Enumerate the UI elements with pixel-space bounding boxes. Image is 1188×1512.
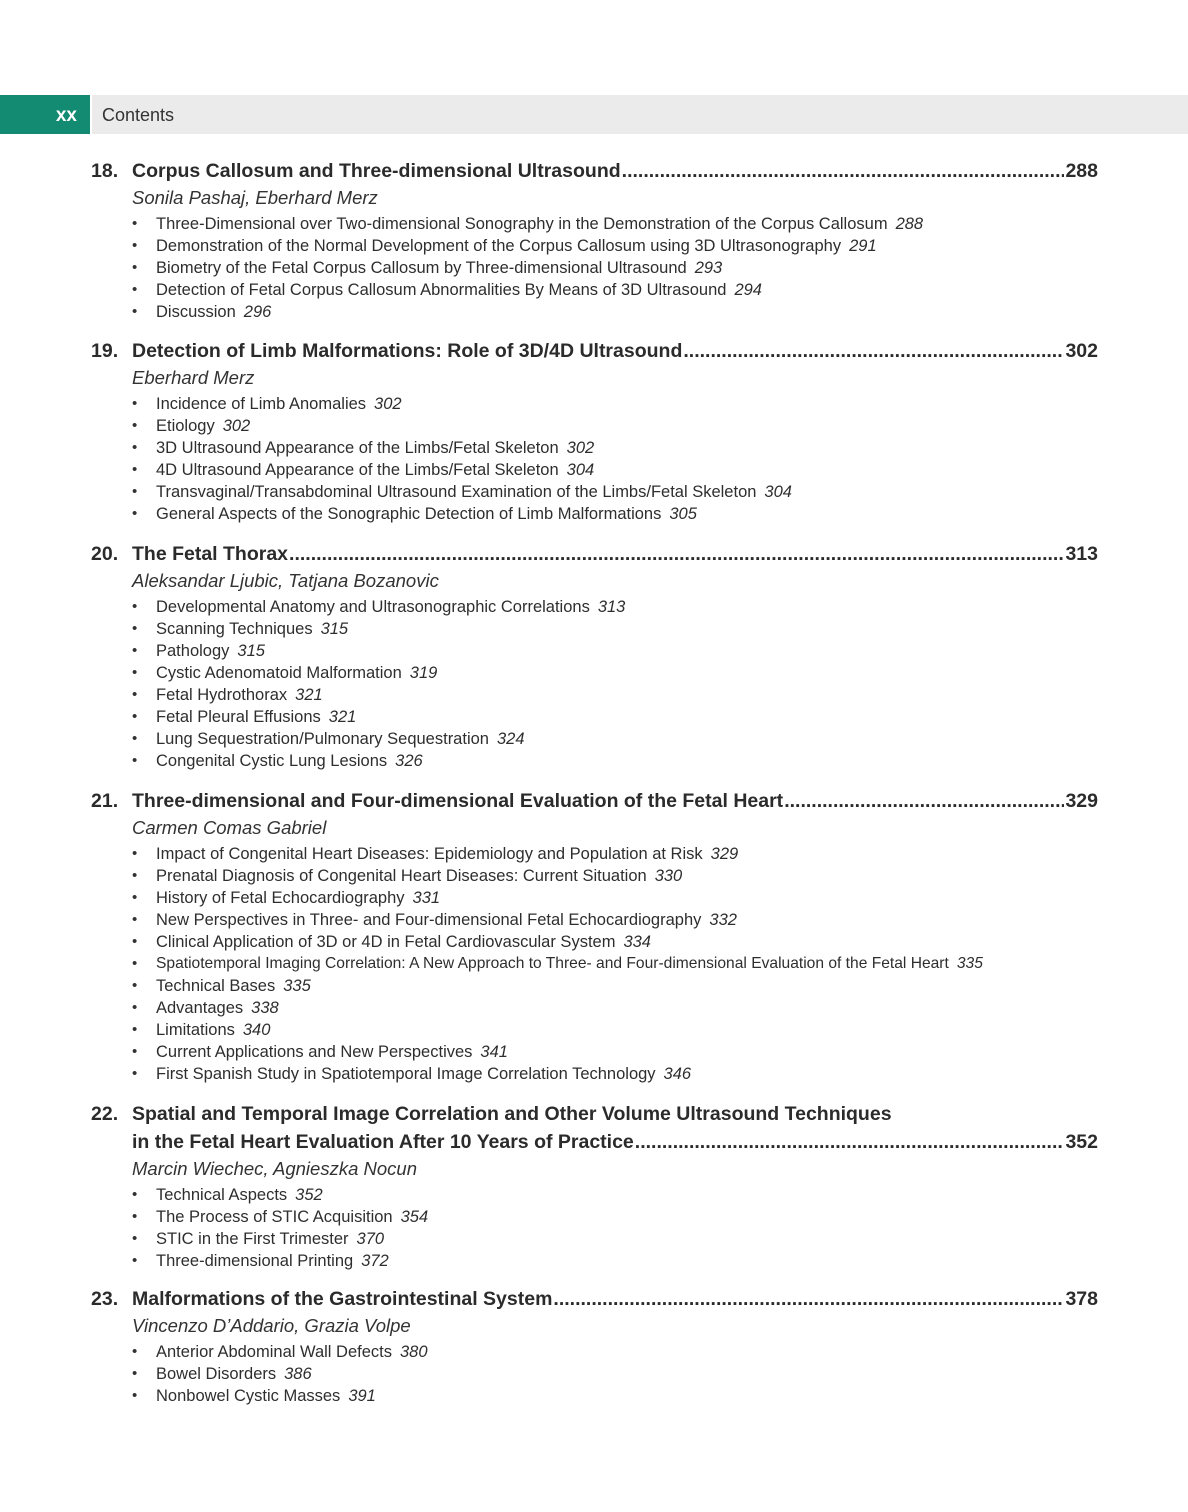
chapter-heading-line1[interactable] bbox=[0, 1100, 1188, 1128]
section-page: 332 bbox=[709, 911, 737, 929]
chapter-page: 378 bbox=[1065, 1288, 1098, 1310]
header-band bbox=[92, 95, 1188, 134]
section-page: 340 bbox=[242, 1021, 271, 1039]
section-title: Discussion bbox=[156, 303, 236, 321]
section-title: Bowel Disorders bbox=[156, 1365, 277, 1383]
chapter-21 bbox=[0, 787, 1188, 1085]
section-item[interactable] bbox=[132, 618, 1188, 640]
section-item[interactable] bbox=[132, 1385, 1188, 1407]
section-page: 296 bbox=[243, 303, 272, 321]
section-page: 313 bbox=[597, 598, 626, 616]
chapter-page: 313 bbox=[1065, 543, 1098, 565]
section-item[interactable] bbox=[132, 1184, 1188, 1206]
section-title: Spatiotemporal Imaging Correlation: A New Approach to Three- and Four-dimensional Evaluation of the Fetal Heart bbox=[156, 955, 949, 972]
section-title: Limitations bbox=[156, 1021, 235, 1039]
section-title: Fetal Pleural Effusions bbox=[156, 708, 321, 726]
section-page: 305 bbox=[669, 505, 697, 523]
chapter-heading[interactable] bbox=[0, 337, 1188, 365]
chapter-number: 20. bbox=[91, 543, 119, 565]
section-page: 335 bbox=[956, 955, 983, 972]
section-page: 319 bbox=[409, 664, 438, 682]
section-item[interactable] bbox=[132, 750, 1188, 772]
chapter-heading[interactable] bbox=[0, 540, 1188, 568]
section-title: Lung Sequestration/Pulmonary Sequestration bbox=[156, 730, 489, 748]
section-page: 293 bbox=[694, 259, 723, 277]
section-title: STIC in the First Trimester bbox=[156, 1230, 349, 1248]
section-title: History of Fetal Echocardiography bbox=[156, 889, 405, 907]
section-list bbox=[132, 596, 1188, 772]
chapter-authors: Aleksandar Ljubic, Tatjana Bozanovic bbox=[132, 570, 439, 591]
dot-leader bbox=[622, 157, 1065, 185]
section-item[interactable] bbox=[132, 596, 1188, 618]
section-title: Cystic Adenomatoid Malformation bbox=[156, 664, 402, 682]
section-list bbox=[132, 1184, 1188, 1272]
section-item[interactable] bbox=[132, 953, 1188, 975]
section-page: 380 bbox=[400, 1343, 428, 1361]
chapter-18 bbox=[0, 157, 1188, 323]
chapter-heading[interactable] bbox=[0, 157, 1188, 185]
section-page: 372 bbox=[361, 1252, 389, 1270]
chapter-title: in the Fetal Heart Evaluation After 10 Years of Practice bbox=[132, 1131, 634, 1153]
section-title: Technical Bases bbox=[156, 977, 276, 995]
section-title: Pathology bbox=[156, 642, 230, 660]
section-title: Impact of Congenital Heart Diseases: Epidemiology and Population at Risk bbox=[156, 845, 703, 863]
section-title: Demonstration of the Normal Development of the Corpus Callosum using 3D Ultrasonography bbox=[156, 237, 842, 255]
dot-leader bbox=[683, 337, 1064, 365]
running-title: Contents bbox=[102, 105, 175, 125]
section-title: Clinical Application of 3D or 4D in Fetal Cardiovascular System bbox=[156, 933, 616, 951]
page-number: xx bbox=[0, 95, 90, 134]
chapter-title: Detection of Limb Malformations: Role of 3D/4D Ultrasound bbox=[132, 340, 683, 362]
section-item[interactable] bbox=[132, 1206, 1188, 1228]
section-title: Detection of Fetal Corpus Callosum Abnormalities By Means of 3D Ultrasound bbox=[156, 281, 727, 299]
section-item[interactable] bbox=[132, 684, 1188, 706]
section-page: 288 bbox=[895, 215, 924, 233]
section-item[interactable] bbox=[132, 1063, 1188, 1085]
section-page: 329 bbox=[710, 845, 739, 863]
section-item[interactable] bbox=[132, 1250, 1188, 1272]
chapter-heading[interactable] bbox=[0, 1285, 1188, 1313]
chapter-page: 352 bbox=[1065, 1131, 1098, 1153]
section-page: 294 bbox=[734, 281, 762, 299]
section-page: 324 bbox=[496, 730, 525, 748]
section-item[interactable] bbox=[132, 1363, 1188, 1385]
section-page: 352 bbox=[295, 1186, 323, 1204]
dot-leader bbox=[635, 1128, 1065, 1156]
section-title: The Process of STIC Acquisition bbox=[156, 1208, 393, 1226]
section-page: 331 bbox=[412, 889, 441, 907]
section-list bbox=[132, 1341, 1188, 1407]
section-title: Prenatal Diagnosis of Congenital Heart Diseases: Current Situation bbox=[156, 867, 647, 885]
section-title: 3D Ultrasound Appearance of the Limbs/Fetal Skeleton bbox=[156, 439, 559, 457]
chapter-heading[interactable] bbox=[0, 787, 1188, 815]
section-item[interactable] bbox=[132, 887, 1188, 909]
section-item[interactable] bbox=[132, 1019, 1188, 1041]
section-title: Fetal Hydrothorax bbox=[156, 686, 288, 704]
section-title: Biometry of the Fetal Corpus Callosum by Three-dimensional Ultrasound bbox=[156, 259, 687, 277]
section-title: Anterior Abdominal Wall Defects bbox=[156, 1343, 392, 1361]
section-title: Advantages bbox=[156, 999, 244, 1017]
section-list bbox=[132, 213, 1188, 323]
chapter-title: Malformations of the Gastrointestinal System bbox=[132, 1288, 553, 1310]
chapter-authors: Marcin Wiechec, Agnieszka Nocun bbox=[132, 1158, 417, 1179]
section-page: 391 bbox=[348, 1387, 376, 1405]
section-page: 386 bbox=[284, 1365, 312, 1383]
section-title: Nonbowel Cystic Masses bbox=[156, 1387, 341, 1405]
chapter-20 bbox=[0, 540, 1188, 772]
section-item[interactable] bbox=[132, 909, 1188, 931]
chapter-22 bbox=[0, 1100, 1188, 1272]
section-page: 304 bbox=[764, 483, 792, 501]
section-title: Developmental Anatomy and Ultrasonographic Correlations bbox=[156, 598, 590, 616]
chapter-number: 23. bbox=[91, 1288, 119, 1310]
section-item[interactable] bbox=[132, 213, 1188, 235]
section-item[interactable] bbox=[132, 257, 1188, 279]
section-item[interactable] bbox=[132, 1341, 1188, 1363]
dot-leader bbox=[289, 540, 1064, 568]
section-page: 321 bbox=[328, 708, 357, 726]
running-header bbox=[0, 95, 1188, 134]
chapter-title: Corpus Callosum and Three-dimensional Ultrasound bbox=[132, 160, 621, 182]
chapter-title-line1: Spatial and Temporal Image Correlation and Other Volume Ultrasound Techniques bbox=[132, 1103, 892, 1125]
section-list bbox=[132, 843, 1188, 1085]
section-page: 315 bbox=[237, 642, 265, 660]
chapter-heading[interactable] bbox=[0, 1128, 1188, 1156]
section-page: 315 bbox=[320, 620, 349, 638]
section-item[interactable] bbox=[132, 393, 1188, 415]
section-title: Three-dimensional Printing bbox=[156, 1252, 354, 1270]
section-item[interactable] bbox=[132, 415, 1188, 437]
section-title: Transvaginal/Transabdominal Ultrasound Examination of the Limbs/Fetal Skeleton bbox=[156, 483, 757, 501]
section-item[interactable] bbox=[132, 437, 1188, 459]
section-page: 302 bbox=[566, 439, 595, 457]
section-item[interactable] bbox=[132, 843, 1188, 865]
chapter-authors: Sonila Pashaj, Eberhard Merz bbox=[132, 187, 378, 208]
section-item[interactable] bbox=[132, 662, 1188, 684]
section-page: 302 bbox=[222, 417, 251, 435]
section-item[interactable] bbox=[132, 1041, 1188, 1063]
section-page: 304 bbox=[566, 461, 595, 479]
section-page: 302 bbox=[374, 395, 402, 413]
section-item[interactable] bbox=[132, 931, 1188, 953]
chapter-number: 22. bbox=[91, 1103, 119, 1125]
section-item[interactable] bbox=[132, 235, 1188, 257]
section-item[interactable] bbox=[132, 459, 1188, 481]
section-item[interactable] bbox=[132, 481, 1188, 503]
chapter-authors: Vincenzo D’Addario, Grazia Volpe bbox=[132, 1315, 411, 1336]
section-title: Scanning Techniques bbox=[156, 620, 313, 638]
section-title: General Aspects of the Sonographic Detection of Limb Malformations bbox=[156, 505, 662, 523]
section-page: 334 bbox=[623, 933, 651, 951]
section-title: Current Applications and New Perspectives bbox=[156, 1043, 473, 1061]
chapter-23 bbox=[0, 1285, 1188, 1407]
section-item[interactable] bbox=[132, 706, 1188, 728]
section-title: First Spanish Study in Spatiotemporal Image Correlation Technology bbox=[156, 1065, 656, 1083]
section-page: 321 bbox=[295, 686, 323, 704]
section-item[interactable] bbox=[132, 997, 1188, 1019]
section-page: 370 bbox=[356, 1230, 385, 1248]
chapter-19 bbox=[0, 337, 1188, 525]
chapter-page: 288 bbox=[1065, 160, 1098, 182]
section-title: Incidence of Limb Anomalies bbox=[156, 395, 367, 413]
section-item[interactable] bbox=[132, 1228, 1188, 1250]
dot-leader bbox=[784, 787, 1064, 815]
chapter-number: 18. bbox=[91, 160, 119, 182]
chapter-page: 329 bbox=[1065, 790, 1098, 812]
section-title: Three-Dimensional over Two-dimensional Sonography in the Demonstration of the Corpus Callosum bbox=[156, 215, 888, 233]
section-page: 291 bbox=[849, 237, 877, 255]
section-title: Etiology bbox=[156, 417, 215, 435]
section-title: Technical Aspects bbox=[156, 1186, 288, 1204]
chapter-title: The Fetal Thorax bbox=[132, 543, 289, 565]
section-item[interactable] bbox=[132, 728, 1188, 750]
chapter-number: 21. bbox=[91, 790, 119, 812]
chapter-title: Three-dimensional and Four-dimensional Evaluation of the Fetal Heart bbox=[132, 790, 784, 812]
section-item[interactable] bbox=[132, 503, 1188, 525]
section-page: 346 bbox=[663, 1065, 692, 1083]
chapter-page: 302 bbox=[1065, 340, 1098, 362]
section-page: 326 bbox=[395, 752, 423, 770]
section-title: Congenital Cystic Lung Lesions bbox=[156, 752, 388, 770]
section-page: 354 bbox=[400, 1208, 429, 1226]
chapter-number: 19. bbox=[91, 340, 119, 362]
section-item[interactable] bbox=[132, 279, 1188, 301]
section-item[interactable] bbox=[132, 640, 1188, 662]
section-page: 338 bbox=[251, 999, 279, 1017]
section-page: 341 bbox=[480, 1043, 508, 1061]
section-item[interactable] bbox=[132, 301, 1188, 323]
section-page: 330 bbox=[654, 867, 683, 885]
section-item[interactable] bbox=[132, 975, 1188, 997]
section-item[interactable] bbox=[132, 865, 1188, 887]
chapter-authors: Carmen Comas Gabriel bbox=[132, 817, 327, 838]
chapter-authors: Eberhard Merz bbox=[132, 367, 255, 388]
dot-leader bbox=[553, 1285, 1064, 1313]
section-title: 4D Ultrasound Appearance of the Limbs/Fetal Skeleton bbox=[156, 461, 559, 479]
section-page: 335 bbox=[283, 977, 311, 995]
section-title: New Perspectives in Three- and Four-dimensional Fetal Echocardiography bbox=[156, 911, 702, 929]
section-list bbox=[132, 393, 1188, 525]
